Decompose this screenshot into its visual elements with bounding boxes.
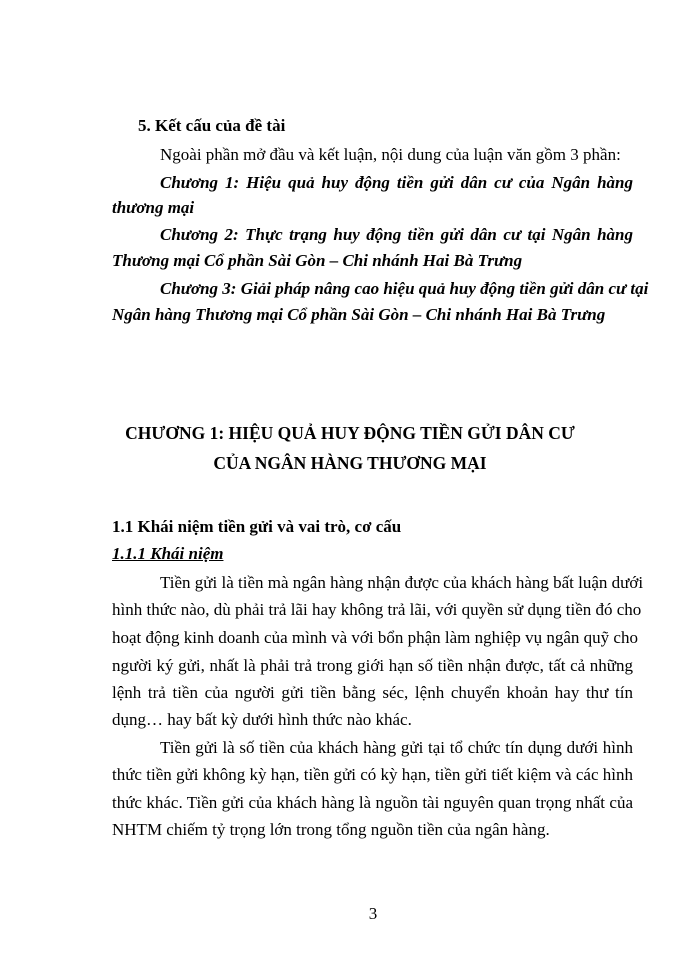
para2-line: Tiền gửi là số tiền của khách hàng gửi tại tổ chức tín dụng dưới hình — [160, 738, 633, 757]
para2-line: thức khác. Tiền gửi của khách hàng là nguồn tài nguyên quan trọng nhất của — [112, 793, 633, 812]
para1-line: dụng… hay bất kỳ dưới hình thức nào khác. — [112, 710, 412, 729]
para2-line: NHTM chiếm tỷ trọng lớn trong tổng nguồn tiền của ngân hàng. — [112, 820, 550, 839]
para2-line: thức tiền gửi không kỳ hạn, tiền gửi có kỳ hạn, tiền gửi tiết kiệm và các hình — [112, 765, 633, 784]
chapter-1-summary-line2: thương mại — [112, 198, 195, 217]
para1-line: hoạt động kinh doanh của mình và với bổn phận làm nghiệp vụ ngân quỹ cho — [112, 628, 638, 647]
chapter-1-summary-line1: Chương 1: Hiệu quả huy động tiền gửi dân cư của Ngân hàng — [160, 173, 633, 192]
chapter-title-line2: CỦA NGÂN HÀNG THƯƠNG MẠI — [213, 453, 487, 473]
para1-line: người ký gửi, nhất là phải trả trong giới hạn số tiền nhận được, tất cả những — [112, 656, 633, 675]
para1-line: hình thức nào, dù phải trả lãi hay không trả lãi, với quyền sử dụng tiền đó cho — [112, 600, 642, 619]
chapter-3-summary-line1: Chương 3: Giải pháp nâng cao hiệu quả huy động tiền gửi dân cư tại — [160, 279, 649, 298]
section-5-heading: 5. Kết cấu của đề tài — [138, 116, 286, 135]
chapter-2-summary-line2: Thương mại Cổ phần Sài Gòn – Chi nhánh Hai Bà Trưng — [112, 251, 523, 270]
page-number: 3 — [368, 904, 378, 923]
section-5-intro: Ngoài phần mở đầu và kết luận, nội dung của luận văn gồm 3 phần: — [160, 145, 621, 164]
section-1-1-1-heading: 1.1.1 Khái niệm — [112, 544, 224, 563]
para1-line: Tiền gửi là tiền mà ngân hàng nhận được của khách hàng bất luận dưới — [160, 573, 644, 592]
section-1-1-heading: 1.1 Khái niệm tiền gửi và vai trò, cơ cấu — [112, 517, 402, 536]
chapter-title-line1: CHƯƠNG 1: HIỆU QUẢ HUY ĐỘNG TIỀN GỬI DÂN CƯ — [125, 423, 575, 443]
chapter-2-summary-line1: Chương 2: Thực trạng huy động tiền gửi dân cư tại Ngân hàng — [160, 225, 633, 244]
para1-line: lệnh trả tiền của người gửi tiền bằng séc, lệnh chuyển khoản hay thư tín — [112, 683, 633, 702]
chapter-3-summary-line2: Ngân hàng Thương mại Cổ phần Sài Gòn – Chi nhánh Hai Bà Trưng — [112, 305, 606, 324]
